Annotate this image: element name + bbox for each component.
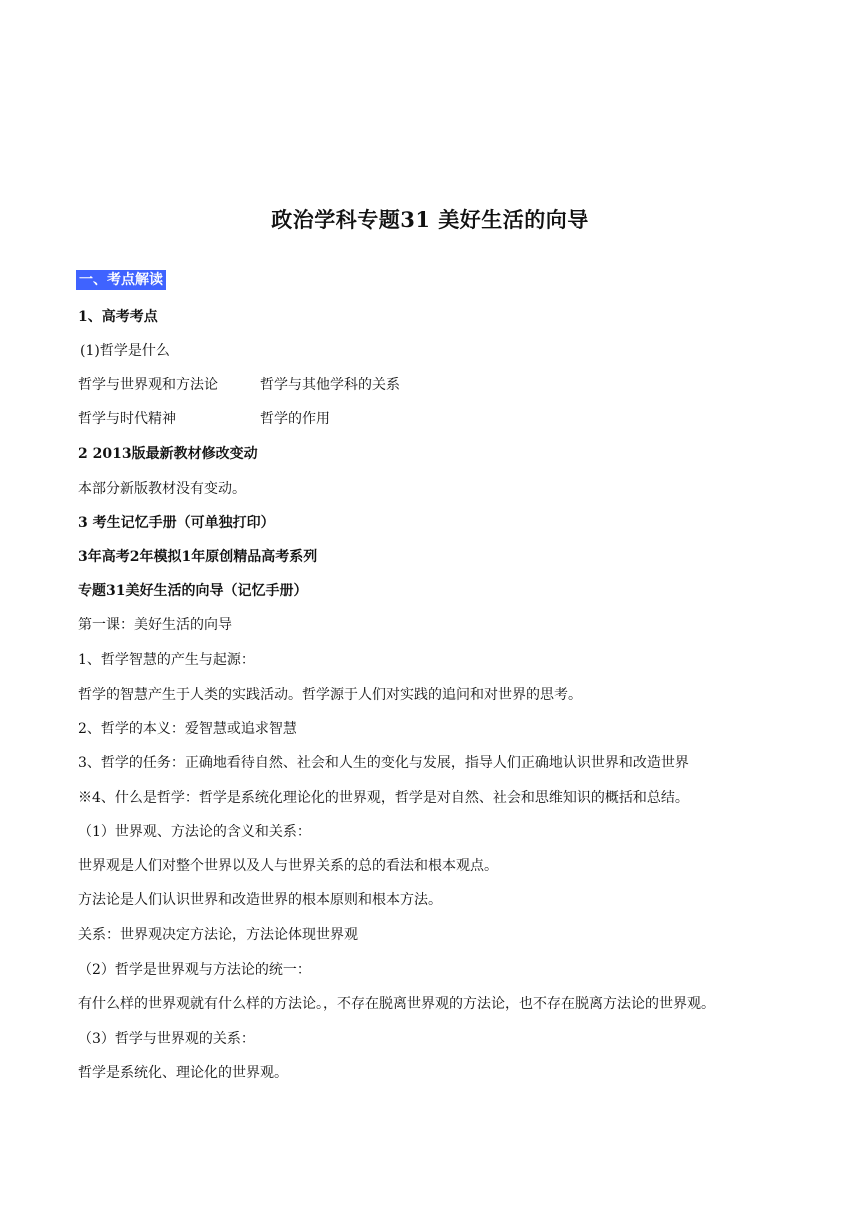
point-1-text: 哲学的智慧产生于人类的实践活动。哲学源于人们对实践的追问和对世界的思考。 [78,687,582,703]
sub-point-1-heading: （1）世界观、方法论的含义和关系： [78,824,311,840]
section-heading-highlighted: 一、考点解读 [76,270,166,290]
sub-point-3-text: 哲学是系统化、理论化的世界观。 [78,1065,288,1081]
no-change-note: 本部分新版教材没有变动。 [78,481,246,497]
item-what-is-philosophy: (1)哲学是什么 [80,343,170,359]
sub-point-3-heading: （3）哲学与世界观的关系： [78,1031,255,1047]
heading-gaokao-points: 1、高考考点 [78,309,158,325]
topic-row2-left: 哲学与时代精神 [78,411,176,427]
sub-point-2-text: 有什么样的世界观就有什么样的方法论。，不存在脱离世界观的方法论，也不存在脱离方法论的世界观。 [78,996,715,1012]
manual-title: 专题31美好生活的向导（记忆手册） [78,583,308,599]
point-1-heading: 1、哲学智慧的产生与起源： [78,652,255,668]
topic-row2-right: 哲学的作用 [260,411,330,427]
point-2: 2、哲学的本义：爱智慧或追求智慧 [78,721,297,737]
heading-2013-changes: 2 2013版最新教材修改变动 [78,446,258,462]
lesson-title: 第一课：美好生活的向导 [78,617,232,633]
sub-point-2-heading: （2）哲学是世界观与方法论的统一： [78,962,311,978]
sub-point-1-methodology: 方法论是人们认识世界和改造世界的根本原则和根本方法。 [78,892,442,908]
topic-row1-left: 哲学与世界观和方法论 [78,377,218,393]
sub-point-1-worldview: 世界观是人们对整个世界以及人与世界关系的总的看法和根本观点。 [78,858,498,874]
heading-memory-manual: 3 考生记忆手册（可单独打印） [78,515,275,531]
point-3: 3、哲学的任务：正确地看待自然、社会和人生的变化与发展，指导人们正确地认识世界和改造世界 [78,755,689,771]
topic-row1-right: 哲学与其他学科的关系 [260,377,400,393]
document-title: 政治学科专题31 美好生活的向导 [271,207,589,232]
sub-point-1-relation: 关系：世界观决定方法论，方法论体现世界观 [78,927,358,943]
point-4: ※4、什么是哲学：哲学是系统化理论化的世界观，哲学是对自然、社会和思维知识的概括和总结。 [78,790,689,806]
series-name: 3年高考2年模拟1年原创精品高考系列 [78,549,318,565]
